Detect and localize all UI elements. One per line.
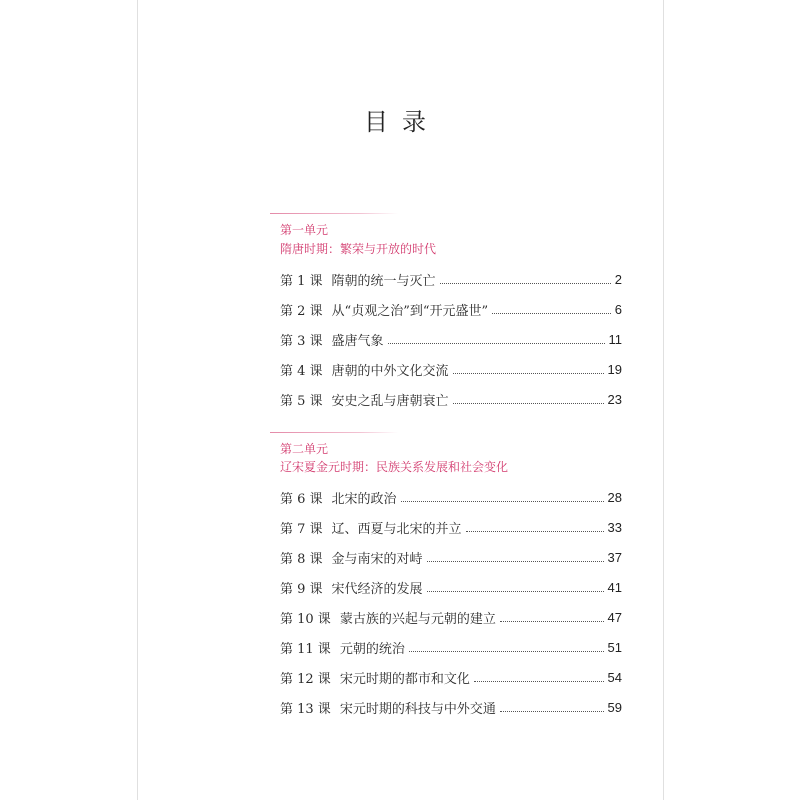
toc-entry [280, 264, 622, 294]
toc-entry [280, 632, 622, 662]
lesson-title: 盛唐气象 [331, 333, 384, 349]
toc-entry [280, 324, 622, 354]
lesson-number: 第 7 课 [280, 521, 323, 537]
lesson-title: 辽、西夏与北宋的并立 [331, 521, 462, 537]
lesson-number: 第 2 课 [280, 303, 323, 319]
page-number: 47 [607, 609, 622, 625]
lesson-number: 第 6 课 [280, 491, 323, 507]
lesson-title: 蒙古族的兴起与元朝的建立 [339, 611, 496, 627]
lesson-title: 宋元时期的都市和文化 [339, 671, 470, 687]
toc-entry [280, 572, 622, 602]
toc-entry [280, 692, 622, 722]
toc-entry [280, 482, 622, 512]
unit-2-lesson-list [280, 482, 622, 722]
lesson-number: 第 1 课 [280, 273, 323, 289]
lesson-title: 从“贞观之治”到“开元盛世” [331, 303, 489, 319]
page-number: 11 [608, 331, 622, 347]
page-number: 33 [607, 519, 622, 535]
lesson-number: 第 5 课 [280, 393, 323, 409]
toc-entry [280, 354, 622, 384]
lesson-number: 第 12 课 [280, 671, 331, 687]
lesson-title: 元朝的统治 [339, 641, 405, 657]
lesson-title: 宋代经济的发展 [331, 581, 423, 597]
lesson-title: 隋朝的统一与灭亡 [331, 273, 436, 289]
page-number: 23 [607, 391, 622, 407]
lesson-number: 第 4 课 [280, 363, 323, 379]
page-number: 28 [607, 489, 622, 505]
lesson-title: 金与南宋的对峙 [331, 551, 423, 567]
dot-leader [388, 343, 605, 344]
lesson-number: 第 3 课 [280, 333, 323, 349]
unit-label: 第一单元 [280, 223, 329, 237]
page-title: 目录 [364, 108, 440, 136]
lesson-title: 安史之乱与唐朝衰亡 [331, 393, 449, 409]
lesson-title: 宋元时期的科技与中外交通 [339, 701, 496, 717]
dot-leader [401, 501, 604, 502]
unit-1-lesson-list [280, 264, 622, 414]
toc-entry [280, 512, 622, 542]
dot-leader [500, 711, 604, 712]
dot-leader [474, 681, 604, 682]
dot-leader [492, 313, 611, 314]
page-number: 19 [607, 361, 622, 377]
dot-leader [440, 283, 611, 284]
toc-entry [280, 602, 622, 632]
page-number: 59 [607, 699, 622, 715]
dot-leader [427, 591, 604, 592]
lesson-number: 第 13 课 [280, 701, 331, 717]
lesson-number: 第 11 课 [280, 641, 331, 657]
toc-entry [280, 384, 622, 414]
dot-leader [453, 373, 604, 374]
page-number: 6 [614, 301, 622, 317]
page-number: 2 [614, 271, 622, 287]
dot-leader [500, 621, 604, 622]
dot-leader [466, 531, 604, 532]
lesson-number: 第 10 课 [280, 611, 331, 627]
dot-leader [409, 651, 604, 652]
unit-label: 第二单元 [280, 442, 329, 456]
page-number: 54 [607, 669, 622, 685]
page-number: 41 [607, 579, 622, 595]
dot-leader [427, 561, 604, 562]
page-number: 37 [607, 549, 622, 565]
page-number: 51 [607, 639, 622, 655]
lesson-title: 唐朝的中外文化交流 [331, 363, 449, 379]
lesson-title: 北宋的政治 [331, 491, 397, 507]
lesson-number: 第 9 课 [280, 581, 323, 597]
toc-entry [280, 542, 622, 572]
unit-divider [270, 432, 398, 433]
unit-divider [270, 213, 398, 214]
toc-entry [280, 294, 622, 324]
dot-leader [453, 403, 604, 404]
unit-subtitle: 隋唐时期：繁荣与开放的时代 [280, 242, 437, 256]
unit-subtitle: 辽宋夏金元时期：民族关系发展和社会变化 [280, 460, 509, 474]
lesson-number: 第 8 课 [280, 551, 323, 567]
toc-entry [280, 662, 622, 692]
